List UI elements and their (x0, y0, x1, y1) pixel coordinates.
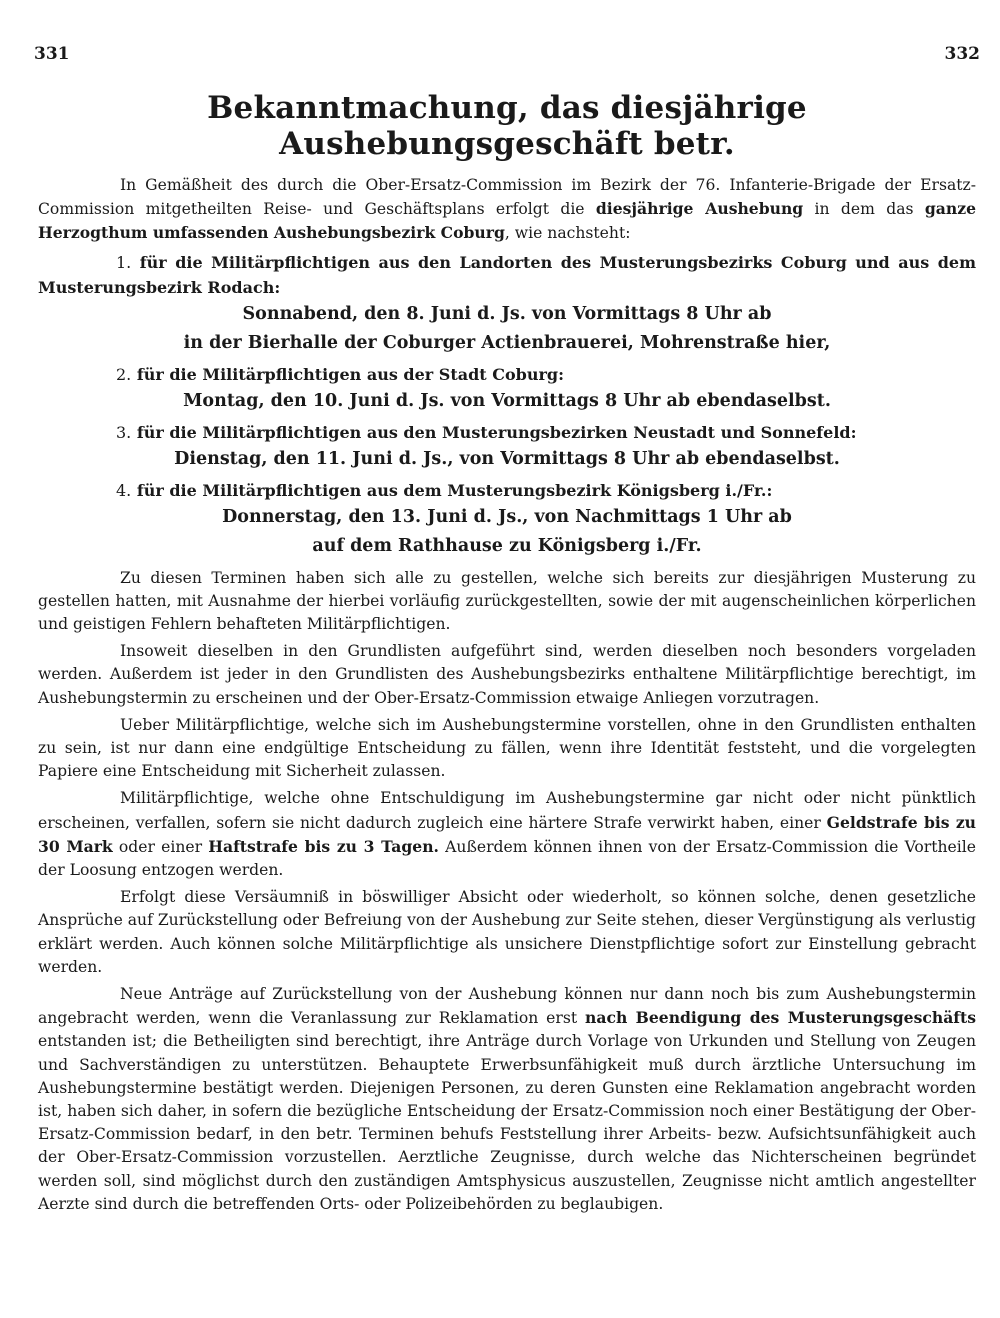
paragraph-penalty (38, 787, 976, 882)
item-text: für die Militärpflichtigen aus den Musterungsbezirken Neustadt und Sonnefeld: (136, 422, 857, 442)
item-number: 2. (116, 364, 132, 384)
intro-text-1: In Gemäßheit des durch die Ober-Ersatz-Commission im Bezirk der 76. Infanterie-Brigade der Ersatz-Commission mitgetheilten Reise- und Geschäftsplans erfolgt die (38, 176, 976, 219)
schedule-location-1: in der Bierhalle der Coburger Actienbrauerei, Mohrenstraße hier, (183, 332, 831, 353)
penalty-text-1: Militärpflichtige, welche ohne Entschuldigung im Aushebungstermine gar nicht oder nicht pünktlich erscheinen, verfallen, sofern sie nicht dadurch zugleich eine härtere Strafe verwirkt haben, einer (38, 789, 976, 832)
item-text: für die Militärpflichtigen aus dem Musterungsbezirk Königsberg i./Fr.: (136, 480, 773, 500)
paragraph-summons: Insoweit dieselben in den Grundlisten aufgeführt sind, werden dieselben noch besonders vorgeladen werden. Außerdem ist jeder in den Grundlisten des Aushebungsbezirks enthaltene Militärpflichtige berechtigt, im Aushebungstermin zu erscheinen und der Ober-Ersatz-Commission etwaige Anliegen vorzutragen. (38, 642, 976, 707)
intro-paragraph (38, 174, 976, 246)
penalty-text-3: Außerdem können ihnen von der Ersatz-Commission die Vortheile der Loosung entzogen werden. (38, 837, 976, 880)
paragraph-repeat-absence: Erfolgt diese Versäumniß in böswilliger Absicht oder wiederholt, so können solche, denen gesetzliche Ansprüche auf Zurückstellung oder Befreiung von der Aushebung zur Seite stehen, dieser Vergünstigung als verlustig erklärt werden. Auch können solche Militärpflichtige als unsichere Dienstpflichtige sofort zur Einstellung gebracht werden. (38, 888, 976, 976)
schedule-date-4: Donnerstag, den 13. Juni d. Js., von Nachmittags 1 Uhr ab (222, 506, 792, 527)
schedule-date-3: Dienstag, den 11. Juni d. Js., von Vormittags 8 Uhr ab ebendaselbst. (174, 448, 840, 469)
item-number: 4. (116, 480, 132, 500)
penalty-bold-1: Geldstrafe bis zu 30 Mark (38, 812, 977, 856)
intro-text-3: , wie nachsteht: (504, 224, 631, 243)
paragraph-identity: Ueber Militärpflichtige, welche sich im Aushebungstermine vorstellen, ohne in den Grundlisten enthalten zu sein, ist nur dann eine endgültige Entscheidung zu fällen, wenn ihre Identität feststeht, und die vorgelegten Papiere eine Entscheidung mit Sicherheit zulassen. (38, 715, 976, 781)
item-text: für die Militärpflichtigen aus der Stadt Coburg: (136, 364, 564, 384)
schedule-item-2 (38, 362, 976, 387)
applications-bold-1: nach Beendigung des Musterungsgeschäfts (585, 1008, 976, 1028)
document-body (38, 90, 976, 1216)
applications-text-1: Neue Anträge auf Zurückstellung von der Aushebung können nur dann noch bis zum Aushebungstermin angebracht werden, wenn die Veranlassung zur Reklamation erst (38, 985, 976, 1028)
page-title: Bekanntmachung, das diesjährige Aushebungsgeschäft betr. (207, 90, 807, 162)
intro-bold-2: ganze Herzogthum umfassenden Aushebungsbezirk Coburg (38, 199, 976, 243)
item-number: 3. (116, 422, 132, 442)
item-number: 1. (116, 252, 132, 272)
paragraph-attendance: Zu diesen Terminen haben sich alle zu gestellen, welche sich bereits zur diesjährigen Musterung zu gestellen hatten, mit Ausnahme der hierbei vorläufig zurückgestellten, sowie der mit augenscheinlichen körperlichen und geistigen Fehlern behafteten Militärpflichtigen. (38, 568, 976, 634)
page-number-left: 331 (34, 44, 70, 64)
penalty-bold-2: Haftstrafe bis zu 3 Tagen. (208, 836, 439, 856)
schedule-item-3 (38, 420, 976, 445)
schedule-date-1: Sonnabend, den 8. Juni d. Js. von Vormittags 8 Uhr ab (242, 303, 772, 324)
intro-bold-1: diesjährige Aushebung (595, 199, 804, 219)
item-text: für die Militärpflichtigen aus den Landorten des Musterungsbezirks Coburg und aus dem Musterungsbezirk Rodach: (38, 252, 976, 297)
schedule-location-4: auf dem Rathhause zu Königsberg i./Fr. (312, 535, 702, 556)
page-number-right: 332 (944, 44, 980, 64)
paragraph-new-applications (38, 983, 976, 1216)
penalty-text-2: oder einer (112, 837, 209, 856)
intro-text-2: in dem das (803, 200, 925, 219)
applications-text-2: entstanden ist; die Betheiligten sind berechtigt, ihre Anträge durch Vorlage von Urkunden und Stellung von Zeugen und Sachverständigen zu unterstützen. Behauptete Erwerbsunfähigkeit muß durch ärztliche Untersuchung im Aushebungstermine bestätigt werden. Diejenigen Personen, zu deren Gunsten eine Reklamation angebracht worden ist, haben sich daher, in sofern die bezügliche Entscheidung der Ersatz-Commission noch einer Bestätigung der Ober-Ersatz-Commission bedarf, in den betr. Terminen behufs Feststellung ihrer Arbeits- bezw. Aufsichtsunfähigkeit auch der Ober-Ersatz-Commission vorzustellen. Aerztliche Zeugnisse, durch welche das Nichterscheinen begründet werden soll, sind möglichst durch den zuständigen Amtsphysicus auszustellen, Zeugnisse nicht amtlich angestellter Aerzte sind durch die betreffenden Orts- oder Polizeibehörden zu beglaubigen. (38, 1032, 976, 1213)
schedule-date-2: Montag, den 10. Juni d. Js. von Vormittags 8 Uhr ab ebendaselbst. (183, 390, 831, 411)
schedule-item-1 (38, 250, 976, 300)
schedule-item-4 (38, 478, 976, 503)
